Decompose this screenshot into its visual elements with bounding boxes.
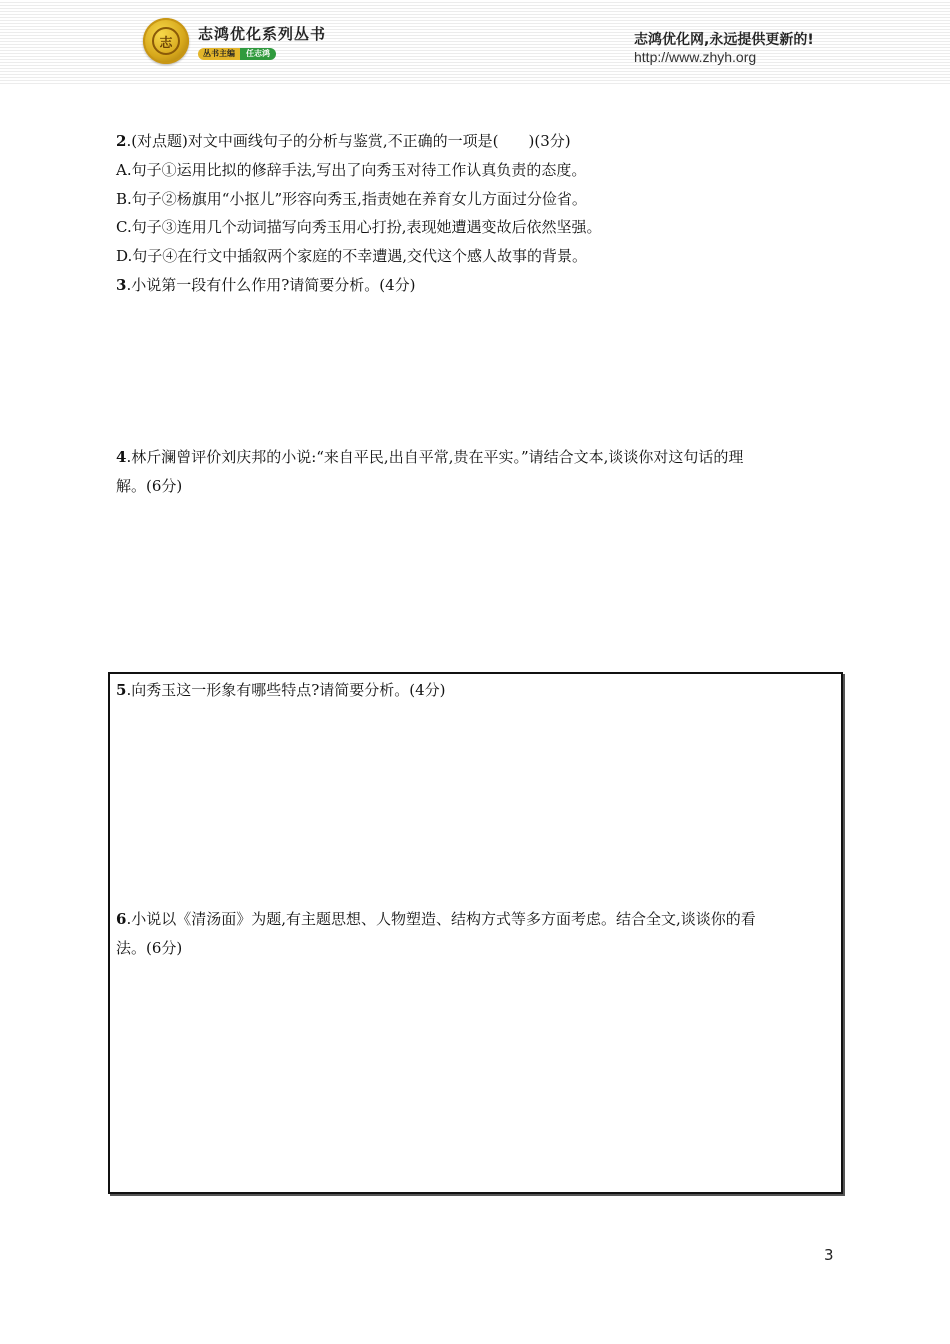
header-slogan: 志鸿优化网,永远提供更新的! <box>634 32 814 48</box>
page-number: 3 <box>824 1246 834 1264</box>
editor-name: 任志鸿 <box>240 48 276 60</box>
option-b: B.句子②杨旗用“小抠儿”形容向秀玉,指责她在养育女儿方面过分俭省。 <box>116 190 587 208</box>
question-stem-line1: .林斤澜曾评价刘庆邦的小说:“来自平民,出自平常,贵在平实。”请结合文本,谈谈你对这句话的理 <box>126 448 744 466</box>
page-header <box>0 0 950 84</box>
question-stem: .向秀玉这一形象有哪些特点?请简要分析。(4分) <box>126 681 446 699</box>
option-d: D.句子④在行文中插叙两个家庭的不幸遭遇,交代这个感人故事的背景。 <box>116 247 588 265</box>
question-number: 2 <box>116 132 127 150</box>
question-number: 6 <box>116 910 127 928</box>
question-number: 3 <box>116 276 127 294</box>
question-6-line2: 法。(6分) <box>116 939 183 957</box>
question-5 <box>116 676 446 705</box>
question-6 <box>116 905 756 934</box>
question-stem-line1: .小说以《清汤面》为题,有主题思想、人物塑造、结构方式等多方面考虑。结合全文,谈谈你的看 <box>126 910 756 928</box>
question-4-line2: 解。(6分) <box>116 477 183 495</box>
logo-seal-icon <box>143 18 189 64</box>
logo-glyph: 志 <box>152 27 180 55</box>
question-number: 5 <box>116 681 127 699</box>
editor-badge <box>198 48 291 60</box>
option-c: C.句子③连用几个动词描写向秀玉用心打扮,表现她遭遇变故后依然坚强。 <box>116 218 602 236</box>
editor-label: 丛书主编 <box>198 48 240 60</box>
series-title: 志鸿优化系列丛书 <box>198 25 327 43</box>
header-url[interactable]: http://www.zhyh.org <box>634 49 757 65</box>
question-stem: .(对点题)对文中画线句子的分析与鉴赏,不正确的一项是( )(3分) <box>126 132 571 150</box>
question-3 <box>116 271 416 300</box>
question-number: 4 <box>116 448 127 466</box>
question-2 <box>116 127 571 156</box>
question-stem: .小说第一段有什么作用?请简要分析。(4分) <box>126 276 416 294</box>
question-4 <box>116 443 743 472</box>
option-a: A.句子①运用比拟的修辞手法,写出了向秀玉对待工作认真负责的态度。 <box>116 161 587 179</box>
